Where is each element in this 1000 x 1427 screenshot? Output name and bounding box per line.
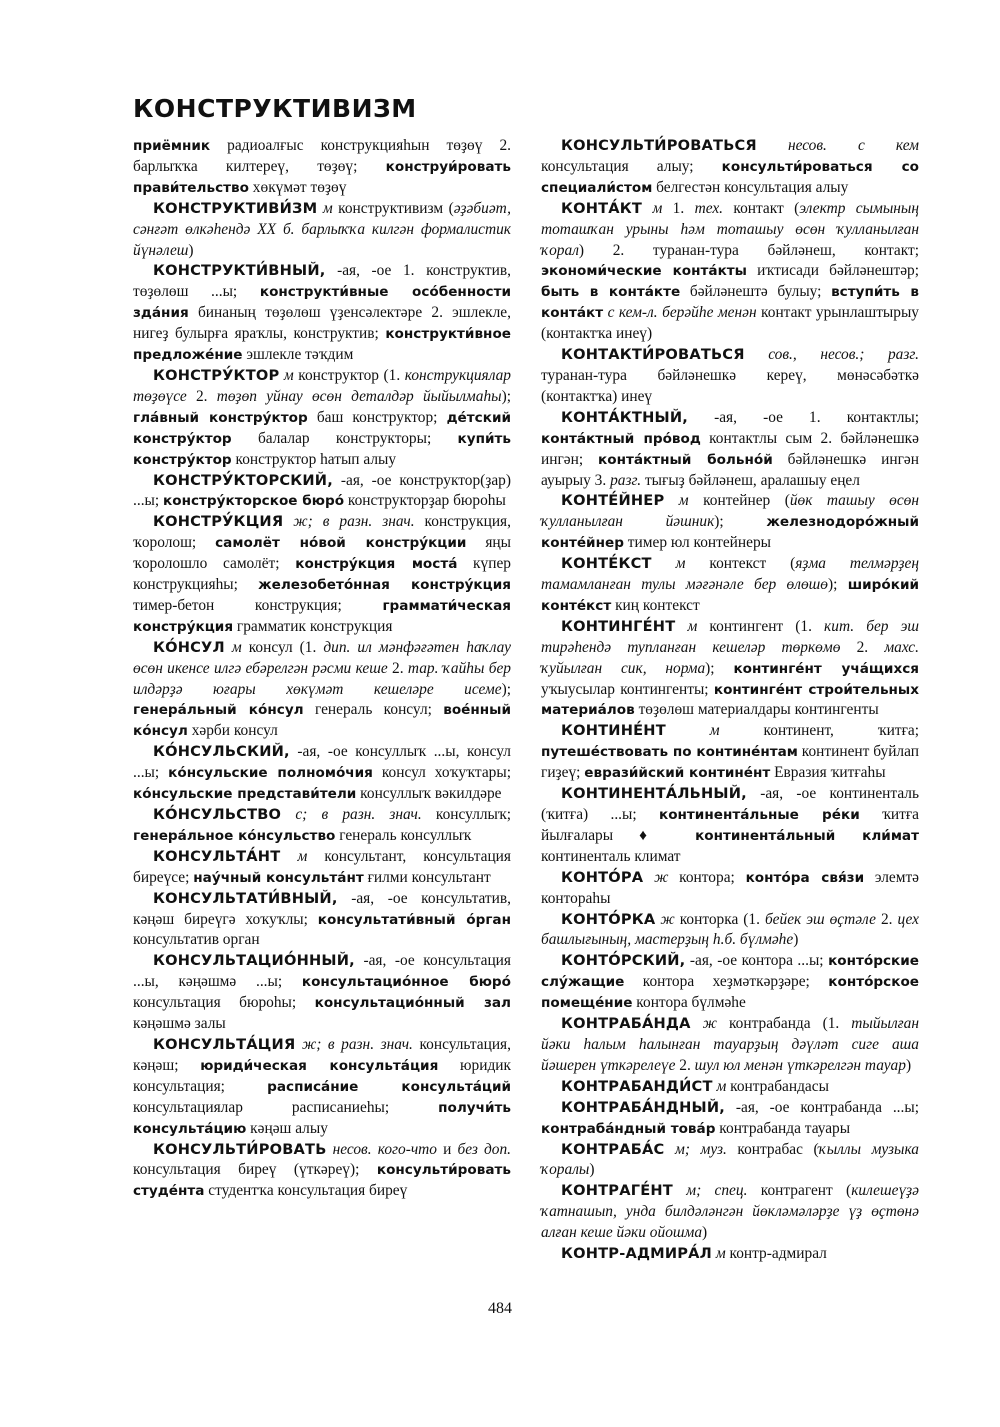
dictionary-entry [541, 1140, 919, 1182]
entry-headword: КОНСТРУКТИВИ́ЗМ [153, 199, 318, 217]
translation-text: 1. [662, 199, 695, 217]
dictionary-entry [541, 1098, 919, 1140]
example-phrase: континента́льный кли́мат [695, 827, 919, 844]
translation-text: -ая, -ое 1. контактлы; [687, 408, 919, 426]
translation-text: -ая, -ое консультатив, кәңәш биреүгә хоҡуҡлы; [133, 889, 511, 928]
example-phrase: ко́нсульские полномо́чия [168, 765, 373, 782]
example-phrase: гла́вный констру́ктор [133, 409, 308, 426]
example-phrase: де́тский констру́ктор [133, 409, 511, 447]
definition-gloss: йөк ташыу өсөн ҡулланылған йәшник [541, 492, 920, 531]
example-phrase: быть в конта́кте [541, 284, 681, 301]
translation-text: контрабандасы [726, 1077, 829, 1095]
example-phrase: констру́кция моста́ [295, 556, 458, 573]
translation-text: конструктор һатып алыу [231, 450, 397, 468]
dictionary-entry [541, 721, 919, 784]
translation-text: 2. [675, 1056, 695, 1074]
definition-gloss: махс. ҡуйылған сик, норма [541, 638, 919, 677]
example-phrase: нау́чный консульта́нт [193, 869, 364, 886]
translation-text: консультация алыу; [541, 157, 722, 175]
translation-text: консул хоҡуҡтары; [372, 764, 511, 782]
translation-text: консультация бюроһы; [133, 994, 315, 1012]
translation-text: и [437, 1140, 458, 1158]
entry-headword: КОНТРАБА́С [561, 1140, 665, 1158]
entry-headword: КОНТРАГЕ́НТ [561, 1182, 673, 1200]
entry-headword: КО́НСУЛЬСКИЙ, [153, 743, 290, 761]
grammar-label: м [664, 492, 689, 510]
translation-text: контейнер ( [688, 492, 790, 510]
translation-text: контакт урынлаштырыу (контактҡа инеү) [541, 304, 919, 343]
example-phrase: генера́льное ко́нсульство [133, 827, 336, 844]
translation-text: киң контекст [611, 596, 700, 614]
entry-headword: КОНТО́РА [561, 868, 644, 886]
translation-text: консультация биреү (үткәреү); [133, 1161, 377, 1179]
dictionary-entry [133, 1035, 511, 1140]
dictionary-entry [133, 512, 511, 637]
grammar-label: ж [643, 868, 669, 886]
entry-headword: КОНТА́КТНЫЙ, [561, 408, 688, 426]
definition-gloss: шул юл менән үткәрелгән тауар [694, 1056, 906, 1074]
translation-text: контрабанда тауары [715, 1119, 851, 1137]
translation-text: студентҡа консультация биреү [204, 1182, 408, 1200]
translation-text: Евразия ҡитғаһы [770, 764, 886, 782]
translation-text: контекст ( [685, 555, 796, 573]
entry-headword: КОНТИНЕНТА́ЛЬНЫЙ, [561, 785, 747, 803]
entry-headword: КОНТА́КТ [561, 199, 643, 217]
dictionary-entry [133, 889, 511, 952]
grammar-label: с; в разн. знач. [281, 806, 422, 823]
definition-gloss: дип. ил мәнфәғәтен һаҡлау өсөн икенсе илгә ебәрелгән рәсми кеше [133, 638, 511, 677]
translation-text: контакт ( [723, 199, 800, 217]
grammar-label: с кем-л. [603, 304, 658, 322]
example-phrase: ко́нсульские представи́тели [133, 786, 357, 803]
example-phrase: конта́ктный про́вод [541, 430, 701, 447]
entry-headword: КОНТЕ́КСТ [561, 555, 652, 573]
entry-headword: КОНСТРУКТИ́ВНЫЙ, [153, 262, 326, 280]
grammar-label: м [279, 366, 294, 384]
translation-text: тығыҙ бәйләнеш, аралашыу еңел [641, 471, 860, 489]
definition-gloss: конструкциялар төҙөүсе [133, 366, 511, 405]
example-phrase: констру́кторское бюро́ [163, 493, 345, 510]
translation-text: яңы ҡоролошло самолёт; [133, 534, 511, 573]
dictionary-entry [541, 1181, 919, 1244]
definition-gloss: кит. бер эш тирәһендә тупланған кешеләр төркөмө [541, 617, 919, 656]
entry-headword: КОНТАКТИ́РОВАТЬСЯ [561, 346, 745, 364]
example-phrase: железобето́нная констру́кция [258, 577, 511, 594]
entry-headword: КОНСУЛЬТА́ЦИЯ [153, 1035, 296, 1053]
example-phrase: получи́ть консульта́цию [133, 1099, 511, 1137]
translation-text: ) [793, 931, 799, 949]
translation-text: конструктор (1. [293, 366, 405, 384]
example-phrase: конто́рское помеще́ние [541, 974, 919, 1012]
translation-text: консул (1. [241, 638, 324, 656]
dictionary-entry [541, 554, 919, 617]
dictionary-entry [133, 1140, 511, 1203]
translation-text: конструкция, ҡоролош; [133, 513, 511, 552]
translation-text: -ая, -ое 1. конструктив, төҙөлөш ...ы; [133, 262, 511, 301]
translation-text: континенталь климат [541, 847, 681, 865]
grammar-label: м [651, 555, 686, 573]
translation-text: тимер-бетон конструкция; [133, 596, 383, 614]
translation-text: конторка (1. [674, 910, 765, 928]
example-phrase: конто́рские слу́жащие [541, 953, 919, 991]
example-phrase: конструкти́вные осо́бенности зда́ния [133, 284, 512, 322]
entry-headword: КОНТРАБА́НДНЫЙ, [561, 1098, 726, 1116]
example-phrase: экономи́ческие конта́кты [541, 263, 747, 280]
dictionary-entry [541, 868, 919, 910]
dictionary-entry [541, 408, 919, 492]
translation-text: ғилми консультант [363, 868, 491, 886]
translation-text: ); [501, 387, 511, 405]
translation-text: ) [905, 1056, 912, 1074]
entry-headword: КОНТРАБА́НДА [561, 1015, 691, 1033]
translation-text: -ая, -ое континенталь (ҡитға) ...ы; [541, 785, 919, 823]
definition-gloss: килешеүҙә ҡатнашып, унда билдәләнгән йөкләмәләрҙе үҙ өҫтөнә алған кеше йәки ойошма [541, 1182, 919, 1242]
grammar-label: м [712, 1077, 727, 1095]
entry-headword: КО́НСУЛЬСТВО [153, 806, 282, 823]
dictionary-entry [541, 136, 919, 199]
entry-headword: КОНСТРУ́КТОРСКИЙ, [153, 471, 333, 489]
translation-text: контрабанда (1. [716, 1015, 852, 1033]
definition-gloss: цех башлығының, мастерҙың һ.б. бүлмәһе [541, 910, 920, 949]
grammar-label: м [665, 722, 720, 740]
translation-text: баш конструктор; [307, 408, 447, 426]
example-phrase: контраба́ндный това́р [541, 1120, 716, 1137]
entry-headword: КОНСУЛЬТИ́РОВАТЬСЯ [561, 137, 757, 154]
grammar-label: ж; в разн. знач. [283, 513, 415, 531]
grammar-label: несов. кого-что [326, 1140, 437, 1158]
dictionary-entry [541, 491, 919, 554]
page-number: 484 [488, 1300, 512, 1317]
dictionary-entry [133, 951, 511, 1035]
translation-text: контора; [668, 868, 746, 886]
entry-headword: КОНТРАБАНДИ́СТ [561, 1077, 713, 1095]
example-phrase: самолёт но́вой констру́кции [215, 535, 467, 552]
definition-gloss: әҙәбиәт, сәнғәт өлкәһендә XX б. барлыҡҡа килгән формалистик йүнәлеш [133, 199, 511, 259]
entry-headword: КОНСУЛЬТАТИ́ВНЫЙ, [153, 889, 338, 907]
example-phrase: конто́ра свя́зи [745, 869, 865, 886]
example-phrase: континге́нт строи́тельных материа́лов [541, 681, 919, 719]
translation-text: генераль консул; [303, 701, 444, 719]
entry-headword: КОНТЕ́ЙНЕР [561, 492, 665, 510]
translation-text: тимер юл контейнеры [623, 534, 772, 552]
definition-gloss: электр сымының тоташҡан урыны һәм тоташыу өсөн ҡулланылған ҡорал [541, 199, 919, 259]
translation-text: конструктивизм ( [332, 199, 454, 217]
definition-gloss: тыйылған йәки һалым һалынған тауарҙың дәүләт сиге аша йәшерен үткәрелеүе [541, 1015, 919, 1074]
dictionary-entry [133, 638, 511, 743]
dictionary-entry [541, 199, 919, 345]
entry-headword: КОНТИНГЕ́НТ [561, 617, 676, 635]
dictionary-entry [133, 366, 511, 471]
example-phrase: вое́нный ко́нсул [133, 702, 511, 740]
translation-text: консуллыҡ вәкилдәре [356, 785, 502, 803]
translation-text: -ая, -ое контора ...ы; [685, 952, 829, 970]
example-phrase: конструкти́вное предложе́ние [133, 326, 511, 364]
dictionary-entry [541, 1244, 919, 1265]
translation-text: контактлы сым 2. бәйләнешкә ингән; [541, 429, 919, 468]
translation-text: 2. [186, 387, 217, 405]
definition-gloss: яҙма телмәрҙең тамамланған тулы мәғәнәле бер өлөшө [541, 555, 919, 594]
entry-headword: КО́НСУЛ [153, 638, 225, 656]
dictionary-entry [541, 784, 919, 868]
translation-text: 2. барлыҡҡа килтереү, төҙөү; [133, 137, 511, 175]
dictionary-entry [541, 1014, 919, 1077]
translation-text: төҙөлөш материалдары контингенты [634, 701, 879, 719]
entry-headword: КОНТО́РКА [561, 910, 656, 928]
example-phrase: консультацио́нное бюро́ [301, 974, 512, 991]
definition-gloss: төҙөп уйнау өсөн деталдәр йыйылмаһы [216, 387, 502, 405]
translation-text: хөкүмәт төҙөү [248, 178, 347, 196]
translation-text: ҡитға йылғалары ♦ [541, 806, 919, 844]
translation-text: -ая, -ое контрабанда ...ы; [725, 1098, 919, 1116]
translation-text: күпер конструкцияһы; [133, 555, 511, 594]
translation-text: иҡтисади бәйләнештәр; [746, 262, 919, 280]
translation-text: радиоалғыс конструкцияһын төҙөү [210, 137, 500, 154]
translation-text: контора бүлмәһе [632, 994, 746, 1012]
translation-text: элемтә контораһы [541, 868, 920, 907]
example-phrase: еврази́йский контине́нт [584, 765, 771, 782]
entry-headword: КОНСТРУ́КТОР [153, 366, 280, 384]
translation-text: хәрби консул [187, 722, 278, 740]
translation-text: контингент (1. [697, 617, 825, 635]
translation-text: континент, ҡитға; [719, 722, 919, 740]
entry-headword: КОНСУЛЬТА́НТ [153, 847, 281, 865]
definition-gloss: ҡыллы музыка ҡоралы [541, 1140, 919, 1179]
definition-gloss: бейек эш өҫтәле [764, 910, 876, 928]
entry-headword: КОНСУЛЬТИ́РОВАТЬ [153, 1140, 327, 1158]
dictionary-entry [541, 617, 919, 722]
dictionary-entry [133, 847, 511, 889]
translation-text: континент буйлап гиҙеү; [541, 743, 919, 782]
translation-text: конструкторҙар бюроһы [344, 492, 506, 510]
translation-text: контр-адмирал [725, 1245, 827, 1263]
example-phrase: консультацио́нный зал [314, 995, 511, 1012]
running-head: КОНСТРУКТИВИЗМ [133, 94, 417, 123]
example-phrase: генера́льный ко́нсул [133, 702, 304, 719]
translation-text: 2. [840, 638, 885, 656]
example-phrase: расписа́ние консульта́ций [267, 1078, 511, 1095]
translation-text: консультациялар расписаниеһы; [133, 1098, 439, 1116]
grammar-label: м [280, 847, 308, 865]
grammar-label: м [642, 199, 663, 217]
translation-text: ) [188, 241, 194, 259]
grammar-label: без доп. [457, 1140, 512, 1158]
translation-text: ) [589, 1161, 595, 1179]
translation-text: эшлекле тәҡдим [242, 346, 354, 364]
example-phrase: консульти́роваться со специали́стом [541, 158, 919, 196]
dictionary-entry [541, 345, 919, 408]
translation-text: 2. [875, 910, 898, 928]
translation-text: уҡыусылар контингенты; [541, 680, 714, 698]
translation-text: кәңәш алыу [246, 1119, 328, 1137]
translation-text: консультатив орган [133, 931, 260, 949]
translation-text: ); [827, 576, 848, 594]
definition-gloss: тех. [694, 199, 724, 217]
translation-text: кәңәшмә залы [133, 1015, 226, 1033]
left-column [133, 136, 511, 1202]
translation-text: -ая, -ое консультация ...ы, кәңәшмә ...ы; [133, 952, 511, 991]
translation-text: контрабас ( [726, 1140, 819, 1158]
example-phrase: континге́нт уча́щихся [733, 660, 919, 677]
example-phrase: консультати́вный о́рган [317, 911, 511, 928]
translation-text: туранан-тура бәйләнешкә кереү, мөнәсәбәткә (контактҡа) инеү [541, 366, 919, 405]
example-phrase: широ́кий конте́кст [541, 577, 920, 614]
grammar-label: несов. с кем [756, 137, 919, 154]
translation-text: ); [705, 659, 734, 677]
translation-text: консуллыҡ; [421, 806, 511, 823]
definition-gloss: тар. ҡайһы бер илдәрҙә юғары хөкүмәт кешеләре исеме [133, 659, 511, 698]
entry-headword: КОНТР-АДМИРА́Л [561, 1245, 712, 1263]
dictionary-entry [133, 199, 511, 262]
translation-text: контрагент ( [747, 1182, 852, 1200]
entry-headword: КОНТО́РСКИЙ, [561, 952, 686, 970]
translation-text: бинаның төҙөлөш үҙенсәлектәре 2. эшлекле, нигеҙ булырға яраҡлы, конструктив; [133, 304, 511, 343]
entry-headword: КОНСУЛЬТАЦИО́ННЫЙ, [153, 952, 355, 970]
right-column [541, 136, 919, 1265]
grammar-label: м [675, 617, 698, 635]
grammar-label: м [317, 199, 333, 217]
translation-text: генераль консуллыҡ [335, 826, 472, 844]
definition-gloss: разг. [610, 471, 642, 489]
translation-text: балалар конструкторы; [231, 429, 458, 447]
example-phrase: вступи́ть в конта́кт [541, 284, 919, 322]
grammar-label: м; спец. [672, 1182, 748, 1200]
dictionary-entry [133, 136, 511, 199]
dictionary-entry [133, 805, 511, 847]
example-phrase: континента́льные ре́ки [658, 807, 860, 823]
translation-text: ); [501, 680, 511, 698]
translation-text: грамматик конструкция [233, 617, 393, 635]
grammar-label: м [224, 638, 242, 656]
translation-text: ) [702, 1224, 708, 1242]
translation-text: -ая, -ое конструктор(ҙар) ...ы; [133, 471, 511, 510]
translation-text: контора хеҙмәткәрҙәре; [624, 973, 829, 991]
example-phrase: купи́ть констру́ктор [133, 430, 511, 468]
translation-text: консультация, кәңәш; [133, 1035, 511, 1074]
grammar-label: м [712, 1245, 726, 1263]
example-phrase: консульти́ровать студе́нта [133, 1162, 511, 1200]
example-phrase: путеше́ствовать по контине́нтам [541, 744, 798, 761]
example-phrase: граммати́ческая констру́кция [133, 597, 511, 635]
entry-headword: КОНТИНЕ́НТ [561, 722, 666, 740]
definition-gloss: берәйһе менән [662, 304, 757, 322]
grammar-label: сов., несов.; разг. [744, 346, 919, 364]
translation-text: белгестән консультация алыу [652, 178, 849, 196]
translation-text: консультант, консультация биреүсе; [133, 847, 511, 886]
dictionary-entry [133, 471, 511, 513]
entry-headword: КОНСТРУ́КЦИЯ [153, 513, 284, 531]
grammar-label: м; муз. [664, 1140, 727, 1158]
translation-text: ); [714, 513, 767, 531]
grammar-label: ж [690, 1015, 717, 1033]
dictionary-entry [541, 951, 919, 1014]
translation-text: бәйләнештә булыу; [680, 283, 832, 301]
example-phrase: юриди́ческая консульта́ция [200, 1057, 439, 1074]
translation-text: бәйләнешкә ингән ауырыу 3. [541, 450, 919, 489]
dictionary-entry [541, 910, 919, 952]
grammar-label: ж; в разн. знач. [295, 1035, 413, 1053]
example-phrase: приёмник [133, 138, 211, 154]
example-phrase: железнодоро́жный конте́йнер [541, 514, 919, 552]
translation-text: юридик консультация; [133, 1056, 511, 1095]
translation-text: -ая, -ое консуллыҡ ...ы, консул ...ы; [133, 743, 511, 782]
dictionary-entry [541, 1077, 919, 1098]
example-phrase: конструи́ровать прави́тельство [133, 158, 511, 196]
example-phrase: конта́ктный больно́й [598, 451, 773, 468]
dictionary-entry [133, 261, 511, 366]
dictionary-entry [133, 742, 511, 805]
translation-text: ) 2. туранан-тура бәйләнеш, контакт; [578, 241, 919, 259]
grammar-label: ж [655, 910, 675, 928]
translation-text: 2. [387, 659, 408, 677]
